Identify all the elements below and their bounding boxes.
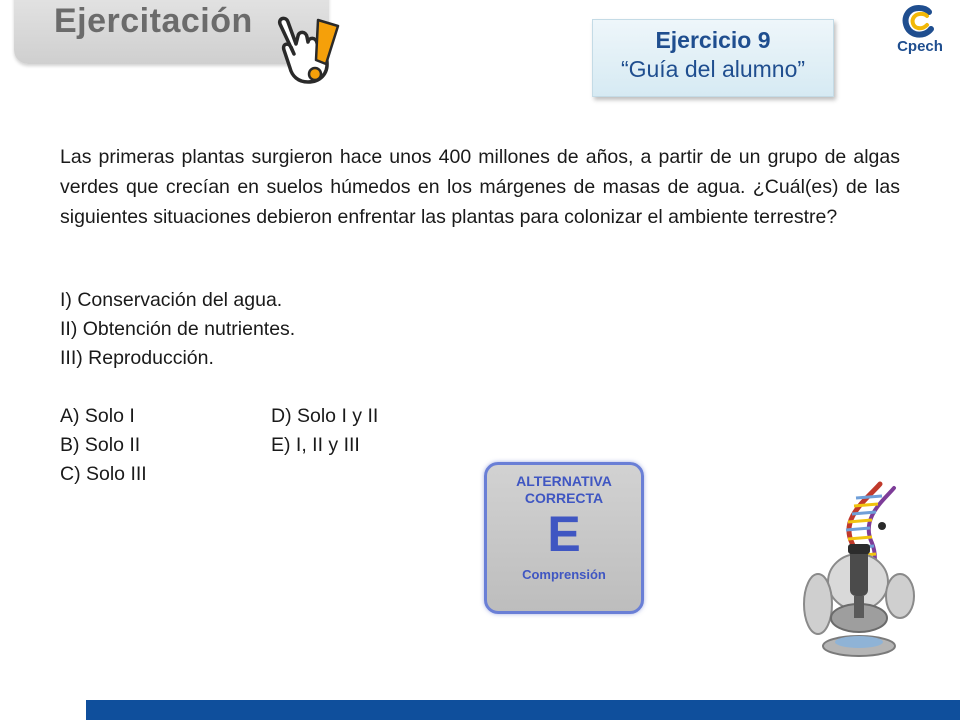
pointing-hand-exclamation-icon <box>272 6 344 94</box>
statements-list <box>60 286 295 373</box>
cpech-logo <box>885 4 955 66</box>
page-title: Ejercitación <box>54 2 253 40</box>
correct-answer-card <box>484 462 644 614</box>
statement-item: II) Obtención de nutrientes. <box>60 318 296 340</box>
answer-label: ALTERNATIVA CORRECTA <box>516 473 612 506</box>
cpech-logo-icon <box>901 4 937 38</box>
alternative-a: A) Solo I <box>60 405 135 427</box>
exercise-badge <box>592 19 834 97</box>
answer-skill: Comprensión <box>522 567 606 582</box>
answer-letter: E <box>547 506 581 562</box>
footer-bar <box>86 700 960 720</box>
alternative-e: E) I, II y III <box>271 434 360 456</box>
alternative-d: D) Solo I y II <box>271 405 379 427</box>
exercise-subtitle: “Guía del alumno” <box>620 56 806 82</box>
logo-text: Cpech <box>897 38 943 55</box>
alternative-c: C) Solo III <box>60 463 147 485</box>
statement-item: I) Conservación del agua. <box>60 289 283 311</box>
exercise-title: Ejercicio 9 <box>655 27 771 53</box>
scientist-microscope-dna-illustration <box>796 478 922 662</box>
question-text: Las primeras plantas surgieron hace unos 400 millones de años, a partir de un grupo de algas verdes que crecían en suelos húmedos en los márgenes de masas de agua. ¿Cuál(es) de las siguientes situaciones debieron enfrentar las plantas para colonizar el ambiente terrestre? <box>60 146 900 228</box>
alternative-b: B) Solo II <box>60 434 141 456</box>
statement-item: III) Reproducción. <box>60 347 214 369</box>
